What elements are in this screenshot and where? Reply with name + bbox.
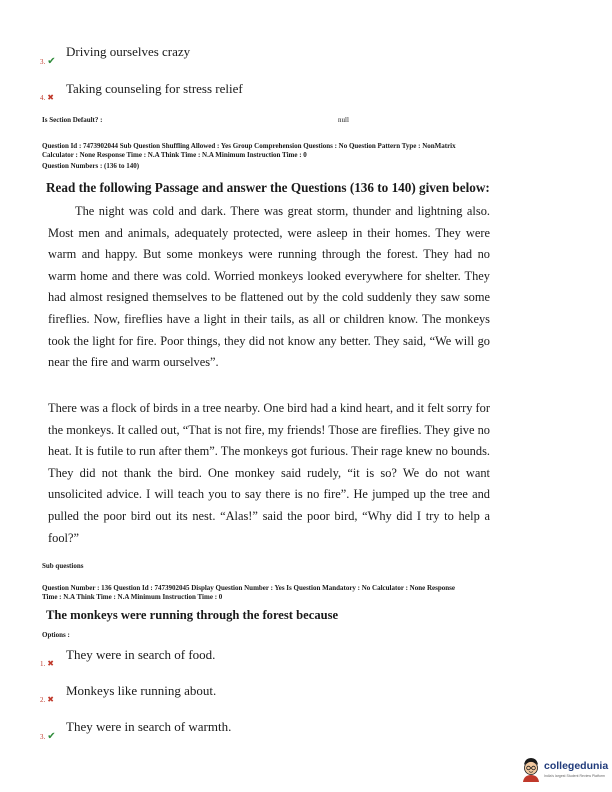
sub-questions-label: Sub questions xyxy=(42,562,84,570)
option-text: They were in search of warmth. xyxy=(66,719,232,734)
question-numbers: Question Numbers : (136 to 140) xyxy=(42,162,140,170)
question-title: The monkeys were running through the forest because xyxy=(46,608,339,622)
option-text: Monkeys like running about. xyxy=(66,683,217,698)
question-meta-line: Question Id : 7473902044 Sub Question Shuffling Allowed : Yes Group Comprehension Questions : No Question Pattern Type : NonMatrix xyxy=(42,142,456,150)
option-text: They were in search of food. xyxy=(66,647,216,662)
option-number: 3. xyxy=(40,733,46,741)
collegedunia-logo xyxy=(520,756,610,786)
section-default-label: Is Section Default? : xyxy=(42,116,103,124)
options-label: Options : xyxy=(42,631,70,639)
student-mascot-icon xyxy=(520,756,542,782)
option-number: 2. xyxy=(40,696,46,704)
logo-name: collegedunia xyxy=(544,760,609,772)
option-text: Taking counseling for stress relief xyxy=(66,81,243,96)
cross-icon: ✖ xyxy=(47,659,54,668)
passage-title: Read the following Passage and answer the Questions (136 to 140) given below: xyxy=(46,180,490,195)
passage-paragraph: There was a flock of birds in a tree nearby. One bird had a kind heart, and it felt sorry for the monkeys. It called out, “That is not fire, my friends! Those are fireflies. They give no heat. It is futile to run after them”. The monkeys got furious. Their rage knew no bounds. They did not thank the bird. One monkey said rudely, “it is so? We do not want unsolicited advice. I will teach you to say there is no fire”. He jumped up the tree and pulled the poor bird out its nest. “Alas!” said the poor bird, “Why did I try to help a fool?” xyxy=(48,401,490,545)
option-number: 3. xyxy=(40,58,46,66)
question-meta-line: Time : N.A Think Time : N.A Minimum Instruction Time : 0 xyxy=(42,592,223,601)
cross-icon: ✖ xyxy=(47,695,54,704)
section-default-value: null xyxy=(338,116,349,124)
check-icon: ✔ xyxy=(47,731,56,742)
option-text: Driving ourselves crazy xyxy=(66,44,191,59)
check-icon: ✔ xyxy=(47,56,56,67)
question-meta-line: Calculator : None Response Time : N.A Think Time : N.A Minimum Instruction Time : 0 xyxy=(42,150,307,159)
logo-tagline: India's largest Student Review Platform xyxy=(544,774,605,778)
passage-paragraph: The night was cold and dark. There was great storm, thunder and lightning also. Most men and animals, adequately protected, were asleep in their homes. They were warm and happy. But some monkeys were running through the forest. They had no warm home and there was cold. Worried monkeys looked everywhere for shelter. They had almost resigned themselves to be flattened out by the cold suddenly they saw some fireflies. Now, fireflies have a light in their tails, as all or children know. The monkeys took the light for fire. Poor things, they did not know any better. They said, “We will go near the fire and warm ourselves”. xyxy=(48,204,490,370)
option-number: 4. xyxy=(40,94,46,102)
option-number: 1. xyxy=(40,660,46,668)
cross-icon: ✖ xyxy=(47,93,54,102)
question-meta-line: Question Number : 136 Question Id : 7473902045 Display Question Number : Yes Is Question Mandatory : No Calculator : None Response xyxy=(42,584,455,592)
